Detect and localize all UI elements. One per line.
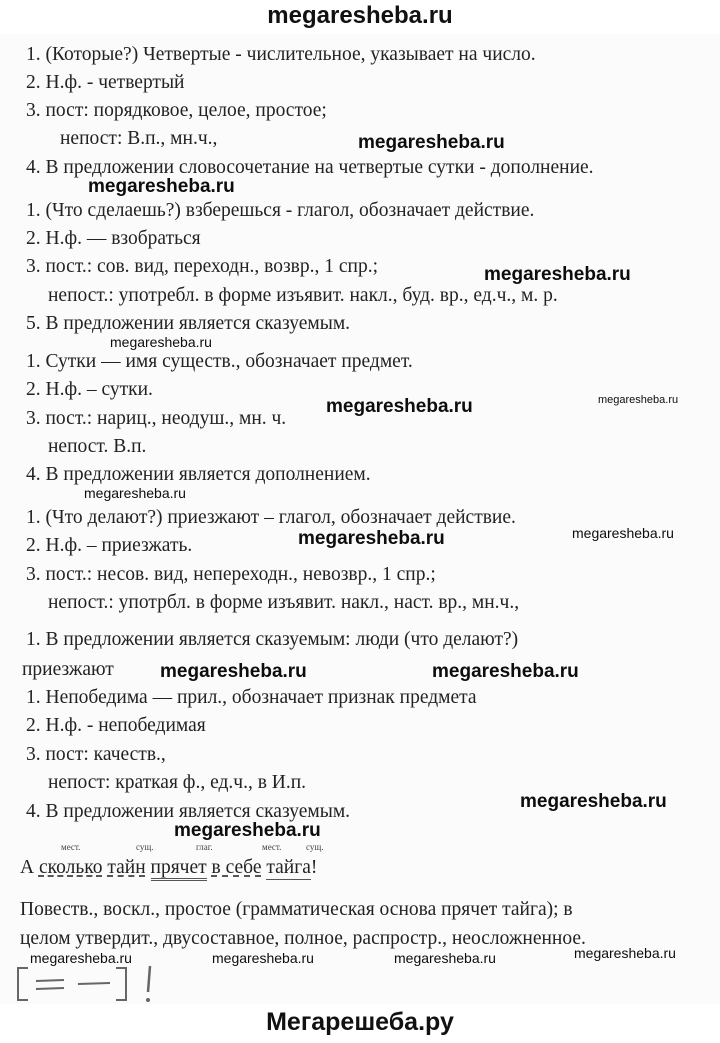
- analysis-line: Повеств., воскл., простое (грамматическая основа прячет тайга); в: [20, 899, 573, 920]
- text-line: непост: краткая ф., ед.ч., в И.п.: [48, 772, 307, 793]
- text-line: 1. Сутки — имя существ., обозначает предмет.: [26, 351, 413, 372]
- watermark: megaresheba.ru: [174, 820, 321, 841]
- watermark: megaresheba.ru: [394, 950, 496, 966]
- text-line: непост.: употребл. в форме изъявит. накл., буд. вр., ед.ч., м. р.: [48, 285, 558, 306]
- watermark: megaresheba.ru: [326, 396, 473, 417]
- text-line: 1. Непобедима — прил., обозначает признак предмета: [26, 687, 477, 708]
- footer-site-title: Мегарешеба.ру: [266, 1008, 454, 1036]
- text-line: непост.: употрбл. в форме изъявит. накл., наст. вр., мн.ч.,: [48, 592, 520, 613]
- text-line: непост. В.п.: [48, 436, 147, 457]
- text-line: 5. В предложении является сказуемым.: [26, 313, 351, 334]
- watermark: megaresheba.ru: [574, 945, 676, 961]
- watermark: megaresheba.ru: [160, 661, 307, 682]
- watermark: megaresheba.ru: [298, 528, 445, 549]
- text-line: 3. пост.: нариц., неодуш., мн. ч.: [26, 408, 287, 429]
- sentence-start: А: [20, 857, 39, 878]
- word-annotation: сущ.: [136, 842, 154, 852]
- text-line: 2. Н.ф. — взобраться: [26, 228, 201, 249]
- parsed-sentence: [20, 856, 317, 880]
- watermark: megaresheba.ru: [84, 485, 186, 501]
- text-line: 1. (Что сделаешь?) взберешься - глагол, обозначает действие.: [26, 200, 535, 221]
- solution-scan: [0, 34, 720, 1004]
- text-line: 2. Н.ф. - непобедимая: [26, 715, 206, 736]
- watermark: megaresheba.ru: [110, 334, 212, 350]
- text-line: 2. Н.ф. – сутки.: [26, 379, 153, 400]
- sentence-scheme-drawing: [12, 962, 172, 1006]
- watermark: megaresheba.ru: [598, 394, 679, 406]
- analysis-line: целом утвердит., двусоставное, полное, распростр., неосложненное.: [20, 928, 586, 949]
- word-annotation: мест.: [61, 842, 81, 852]
- text-line: 2. Н.ф. - четвертый: [26, 72, 185, 93]
- text-line: 3. пост: качеств.,: [26, 744, 166, 765]
- text-line: 3. пост.: несов. вид, непереходн., невозвр., 1 спр.;: [26, 564, 436, 585]
- text-line: 2. Н.ф. – приезжать.: [26, 535, 193, 556]
- sentence-end: !: [310, 857, 318, 878]
- text-line: приезжают: [22, 659, 114, 680]
- word-annotation: сущ.: [306, 842, 324, 852]
- text-line: 4. В предложении словосочетание на четвертые сутки - дополнение.: [26, 157, 594, 178]
- watermark: megaresheba.ru: [88, 176, 235, 197]
- word-annotation: мест.: [262, 842, 282, 852]
- watermark: megaresheba.ru: [484, 264, 631, 285]
- header-site-title: megaresheba.ru: [267, 2, 453, 29]
- subject-word: тайга: [266, 857, 311, 878]
- text-line: 1. В предложении является сказуемым: люди (что делают?): [26, 629, 519, 650]
- text-line: 1. (Что делают?) приезжают – глагол, обозначает действие.: [26, 507, 516, 528]
- text-line: непост: В.п., мн.ч.,: [60, 128, 218, 149]
- text-line: 4. В предложении является дополнением.: [26, 464, 371, 485]
- predicate-word: прячет: [151, 857, 207, 881]
- watermark: megaresheba.ru: [358, 132, 505, 153]
- text-line: 3. пост.: сов. вид, переходн., возвр., 1 спр.;: [26, 256, 379, 277]
- sentence-word-v-sebe: в себе: [211, 857, 262, 878]
- text-line: 1. (Которые?) Четвертые - числительное, указывает на число.: [26, 44, 536, 65]
- text-line: 4. В предложении является сказуемым.: [26, 801, 351, 822]
- text-line: 3. пост: порядковое, целое, простое;: [26, 100, 327, 121]
- watermark: megaresheba.ru: [30, 950, 132, 966]
- sentence-word-tain: тайн: [107, 857, 146, 878]
- watermark: megaresheba.ru: [572, 525, 674, 541]
- watermark: megaresheba.ru: [520, 791, 667, 812]
- word-annotation: глаг.: [196, 842, 213, 852]
- sentence-word-skolko: сколько: [38, 857, 103, 878]
- watermark: megaresheba.ru: [432, 661, 579, 682]
- watermark: megaresheba.ru: [212, 950, 314, 966]
